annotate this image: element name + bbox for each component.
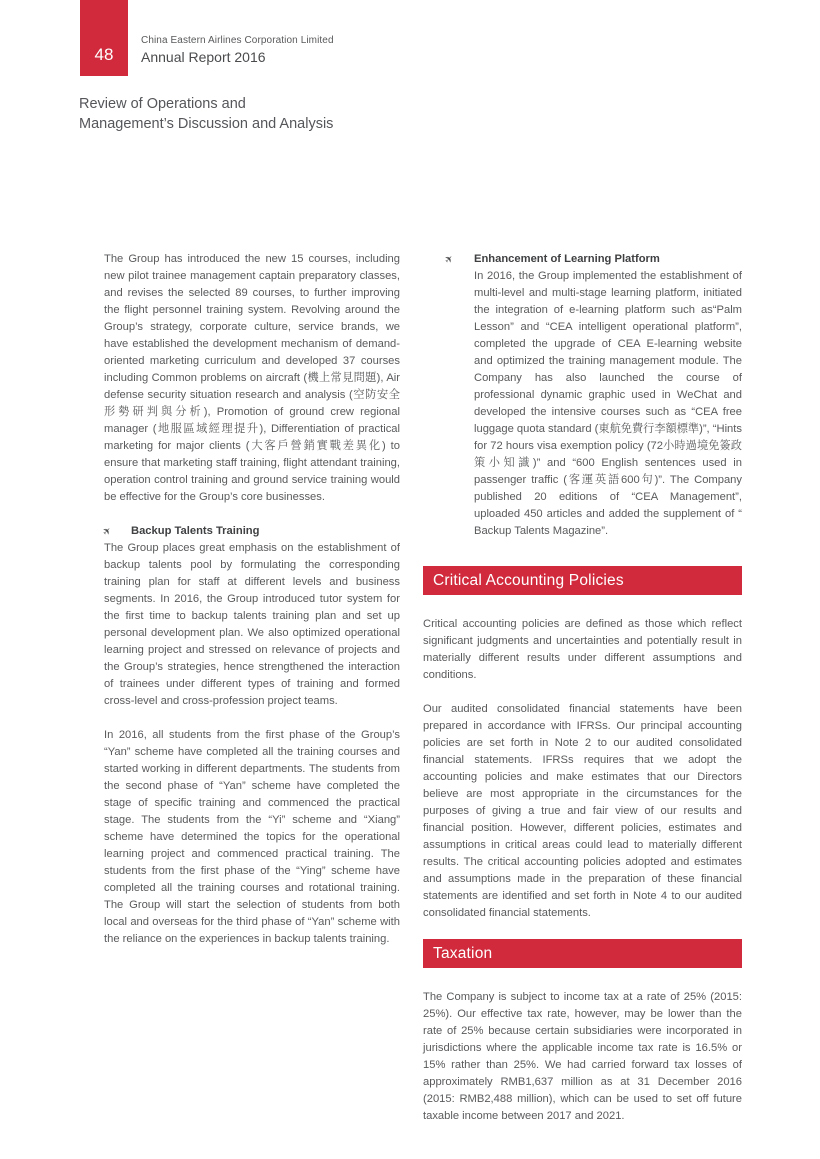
left-column xyxy=(100,251,400,965)
learning-platform-section xyxy=(423,251,742,557)
airplane-icon: ✈ xyxy=(442,252,457,267)
intro-paragraph: The Group has introduced the new 15 courses, including new pilot trainee management captain preparatory classes, and revises the selected 89 courses, to further improving the flight personnel training system. Revolving around the Group’s strategy, corporate culture, service brands, we have established the development mechanism of demand-oriented marketing curriculum and developed 37 courses including Common problems on aircraft (機上常見問題), Air defense security situation research and analysis (空防安全形勢研判與分析), Promotion of ground crew regional manager (地服區域經理提升), Differentiation of practical marketing for major clients (大客戶營銷實戰差異化) to ensure that marketing staff training, flight attendant training, operation control training and ground service training would be effective for the Group’s core businesses. xyxy=(104,253,400,503)
section-title xyxy=(79,94,333,134)
critical-accounting-paragraph-1: Critical accounting policies are defined as those which reflect significant judgments and uncertainties and potentially result in materially different results under different assumptions and conditions. xyxy=(423,618,742,681)
section-title-line1: Review of Operations and xyxy=(79,96,246,112)
airplane-icon: ✈ xyxy=(100,524,115,539)
report-title: Annual Report 2016 xyxy=(141,49,266,65)
page-number-box xyxy=(80,0,128,76)
section-title-line2: Management’s Discussion and Analysis xyxy=(79,116,334,132)
backup-talents-paragraph-1: The Group places great emphasis on the establishment of backup talents pool by formulating the corresponding training plan for staff at different levels and business segments. In 2016, the Group introduced tutor system for the first time to backup talents training plan and set up personal development plan. We also optimized operational learning project and stressed on relevance of projects and the Group’s strategies, hence strengthened the interaction of trainees under different types of training and formed cross-level and cross-profession project teams. xyxy=(104,542,400,707)
taxation-paragraph: The Company is subject to income tax at a rate of 25% (2015: 25%). Our effective tax rate, however, may be lower than the rate of 25% because certain subsidiaries were incorporated in jurisdictions where the applicable income tax rate is 16.5% or 15% rather than 25%. We had carried forward tax losses of approximately RMB1,637 million as at 31 December 2016 (2015: RMB2,488 million), which can be used to set off future taxable income between 2017 and 2021. xyxy=(423,991,742,1122)
critical-accounting-paragraph-2: Our audited consolidated financial statements have been prepared in accordance with IFRSs. Our principal accounting policies are set forth in Note 2 to our audited consolidated financial statements. IFRSs requires that we adopt the accounting policies and make estimates that our Directors believe are most appropriate in the circumstances for the purposes of giving a true and fair view of our results and financial position. However, different policies, estimates and assumptions in critical areas could lead to materially different results. The critical accounting policies adopted and estimates and assumptions made in the preparation of these financial statements are identified and set forth in Note 4 to our audited consolidated financial statements. xyxy=(423,703,742,919)
taxation-heading: Taxation xyxy=(433,945,493,962)
critical-accounting-heading: Critical Accounting Policies xyxy=(433,572,624,589)
company-name: China Eastern Airlines Corporation Limited xyxy=(141,35,334,46)
page-number: 48 xyxy=(94,45,114,64)
learning-platform-body xyxy=(474,251,742,557)
right-column xyxy=(423,251,742,1142)
learning-platform-heading: Enhancement of Learning Platform xyxy=(474,253,660,265)
section-banner-critical-accounting-policies xyxy=(423,566,742,595)
learning-platform-paragraph: In 2016, the Group implemented the establishment of multi-level and multi-stage learning platform, initiated the integration of e-learning platform such as“Palm Lesson” and “CEA intelligent operational platform”, completed the upgrade of CEA E-learning website and optimized the training management module. The Company has also launched the course of professional dynamic graphic used in WeChat and developed the intensive courses such as “CEA free luggage quota standard (東航免費行李額標準)”, “Hints for 72 hours visa exemption policy (72小時過境免簽政策小知識)” and “600 English sentences used in passenger traffic (客運英語600句)”. The Company published 20 editions of “CEA Management”, uploaded 450 articles and added the supplement of “ Backup Talents Magazine”. xyxy=(474,270,742,537)
learning-platform-heading-row xyxy=(442,251,742,557)
backup-talents-heading-row xyxy=(100,523,400,540)
report-header xyxy=(141,35,334,65)
backup-talents-paragraph-2: In 2016, all students from the first phase of the Group’s “Yan” scheme have completed all the training courses and started working in different departments. The students from the second phase of “Yan” scheme have completed the stage of specific training and commenced the practical stage. The students from the “Yi” scheme and “Xiang” scheme have determined the topics for the operational learning project and commenced practical training. The students from the first phase of the “Ying” scheme have completed all the training courses and rotational training. The Group will start the selection of students from both local and overseas for the third phase of “Yan” scheme with the reliance on the experiences in backup talents training. xyxy=(104,729,400,945)
backup-talents-heading: Backup Talents Training xyxy=(131,525,260,537)
section-banner-taxation xyxy=(423,939,742,968)
